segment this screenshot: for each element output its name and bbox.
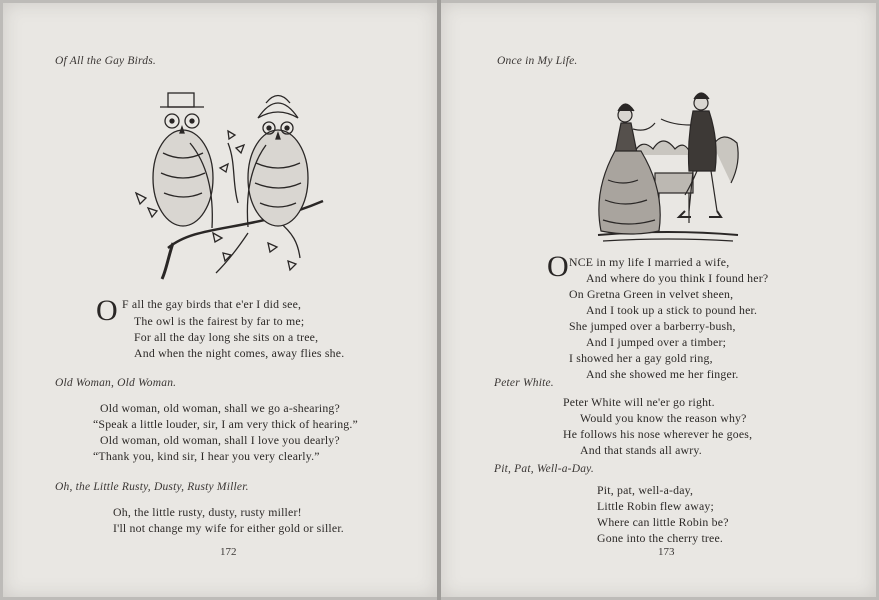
poem-line: “Thank you, kind sir, I hear you very clearly.”: [93, 449, 320, 463]
section-title: Peter White.: [494, 377, 554, 389]
poem-line: And she showed me her finger.: [586, 367, 739, 381]
poem-line: Peter White will ne'er go right.: [563, 395, 715, 409]
drop-cap: O: [547, 250, 569, 283]
poem-line: And that stands all awry.: [580, 443, 702, 457]
poem-line: On Gretna Green in velvet sheen,: [569, 287, 734, 301]
poem-line: For all the day long she sits on a tree,: [134, 330, 319, 344]
poem-line: Old woman, old woman, shall I love you dearly?: [100, 433, 340, 447]
poem-line: F all the gay birds that e'er I did see,: [122, 297, 302, 311]
poem-line: She jumped over a barberry-bush,: [569, 319, 736, 333]
page-number: 173: [658, 546, 675, 558]
left-page: [3, 3, 437, 597]
poem-line: Oh, the little rusty, dusty, rusty miller!: [113, 505, 302, 519]
poem-line: Gone into the cherry tree.: [597, 531, 724, 545]
poem-line: “Speak a little louder, sir, I am very thick of hearing.”: [93, 417, 358, 431]
section-title: Of All the Gay Birds.: [55, 55, 156, 67]
poem-line: Pit, pat, well-a-day,: [597, 483, 694, 497]
poem-line: The owl is the fairest by far to me;: [134, 314, 305, 328]
drop-cap: O: [96, 294, 118, 327]
owls-on-branch-illustration: [128, 83, 328, 283]
poem-line: And where do you think I found her?: [586, 271, 769, 285]
poem-line: And I took up a stick to pound her.: [586, 303, 758, 317]
couple-courting-illustration: [593, 85, 743, 247]
poem-line: Little Robin flew away;: [597, 499, 714, 513]
poem-line: NCE in my life I married a wife,: [569, 255, 730, 269]
poem-line: I'll not change my wife for either gold or siller.: [113, 521, 344, 535]
right-page: [441, 3, 876, 597]
poem-line: Would you know the reason why?: [580, 411, 747, 425]
poem-line: And when the night comes, away flies she.: [134, 346, 345, 360]
poem-line: I showed her a gay gold ring,: [569, 351, 713, 365]
section-title: Old Woman, Old Woman.: [55, 377, 177, 389]
section-title: Oh, the Little Rusty, Dusty, Rusty Miller.: [55, 481, 249, 493]
section-title: Pit, Pat, Well-a-Day.: [494, 463, 594, 475]
poem-line: Where can little Robin be?: [597, 515, 729, 529]
section-title: Once in My Life.: [497, 55, 578, 67]
page-number: 172: [220, 546, 237, 558]
poem-line: And I jumped over a timber;: [586, 335, 727, 349]
poem-line: He follows his nose wherever he goes,: [563, 427, 753, 441]
poem-line: Old woman, old woman, shall we go a-shearing?: [100, 401, 340, 415]
